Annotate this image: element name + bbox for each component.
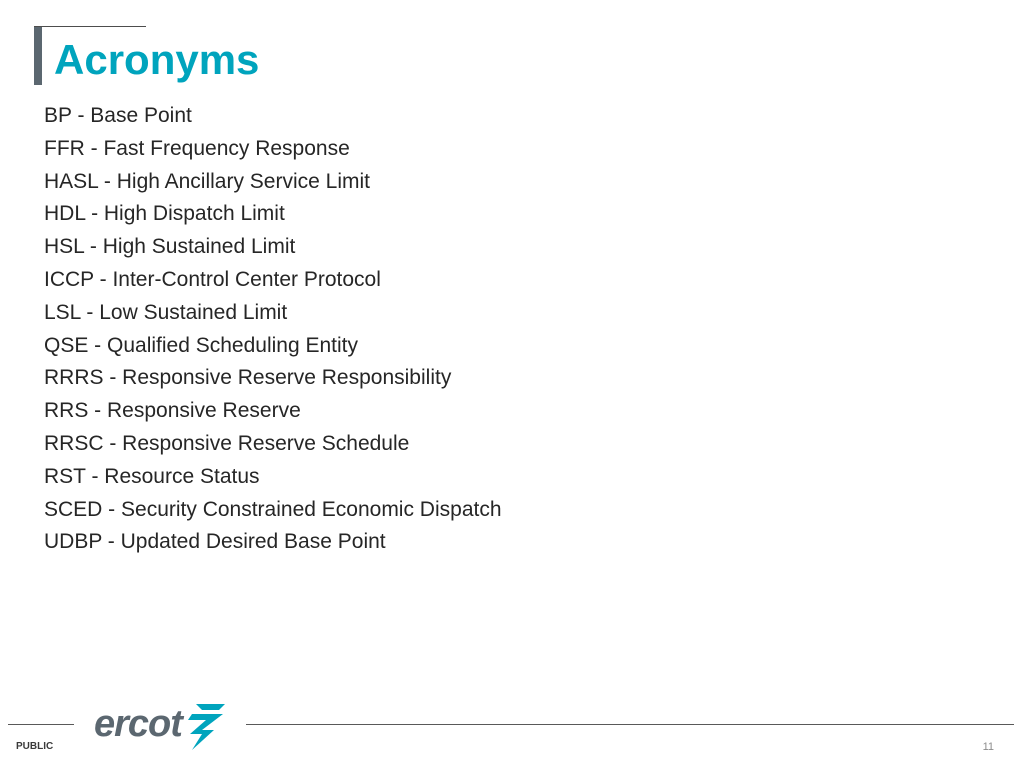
ercot-logo: [92, 696, 232, 752]
list-item: UDBP - Updated Desired Base Point: [44, 530, 386, 554]
classification-label: PUBLIC: [16, 741, 54, 752]
list-item: RST - Resource Status: [44, 464, 260, 488]
list-item: QSE - Qualified Scheduling Entity: [44, 333, 358, 357]
title-accent-bar: [34, 27, 42, 85]
list-item: FFR - Fast Frequency Response: [44, 136, 350, 160]
page-number: 11: [982, 741, 994, 753]
list-item: LSL - Low Sustained Limit: [44, 300, 288, 324]
list-item: BP - Base Point: [44, 104, 192, 127]
list-item: RRRS - Responsive Reserve Responsibility: [44, 366, 452, 390]
list-item: HASL - High Ancillary Service Limit: [44, 169, 370, 193]
list-item: ICCP - Inter-Control Center Protocol: [44, 267, 381, 291]
list-item: RRS - Responsive Reserve: [44, 399, 301, 423]
logo-wordmark: ercot: [94, 703, 182, 745]
list-item: HDL - High Dispatch Limit: [44, 202, 285, 226]
footer-rule-right: [246, 724, 1014, 725]
footer-rule-left: [8, 724, 74, 725]
lightning-bolt-icon: [188, 704, 225, 750]
page-title: Acronyms: [54, 36, 260, 83]
title-top-rule: [34, 26, 146, 27]
list-item: SCED - Security Constrained Economic Dispatch: [44, 497, 502, 521]
list-item: HSL - High Sustained Limit: [44, 235, 296, 259]
acronym-list: [44, 100, 502, 559]
list-item: RRSC - Responsive Reserve Schedule: [44, 431, 410, 455]
